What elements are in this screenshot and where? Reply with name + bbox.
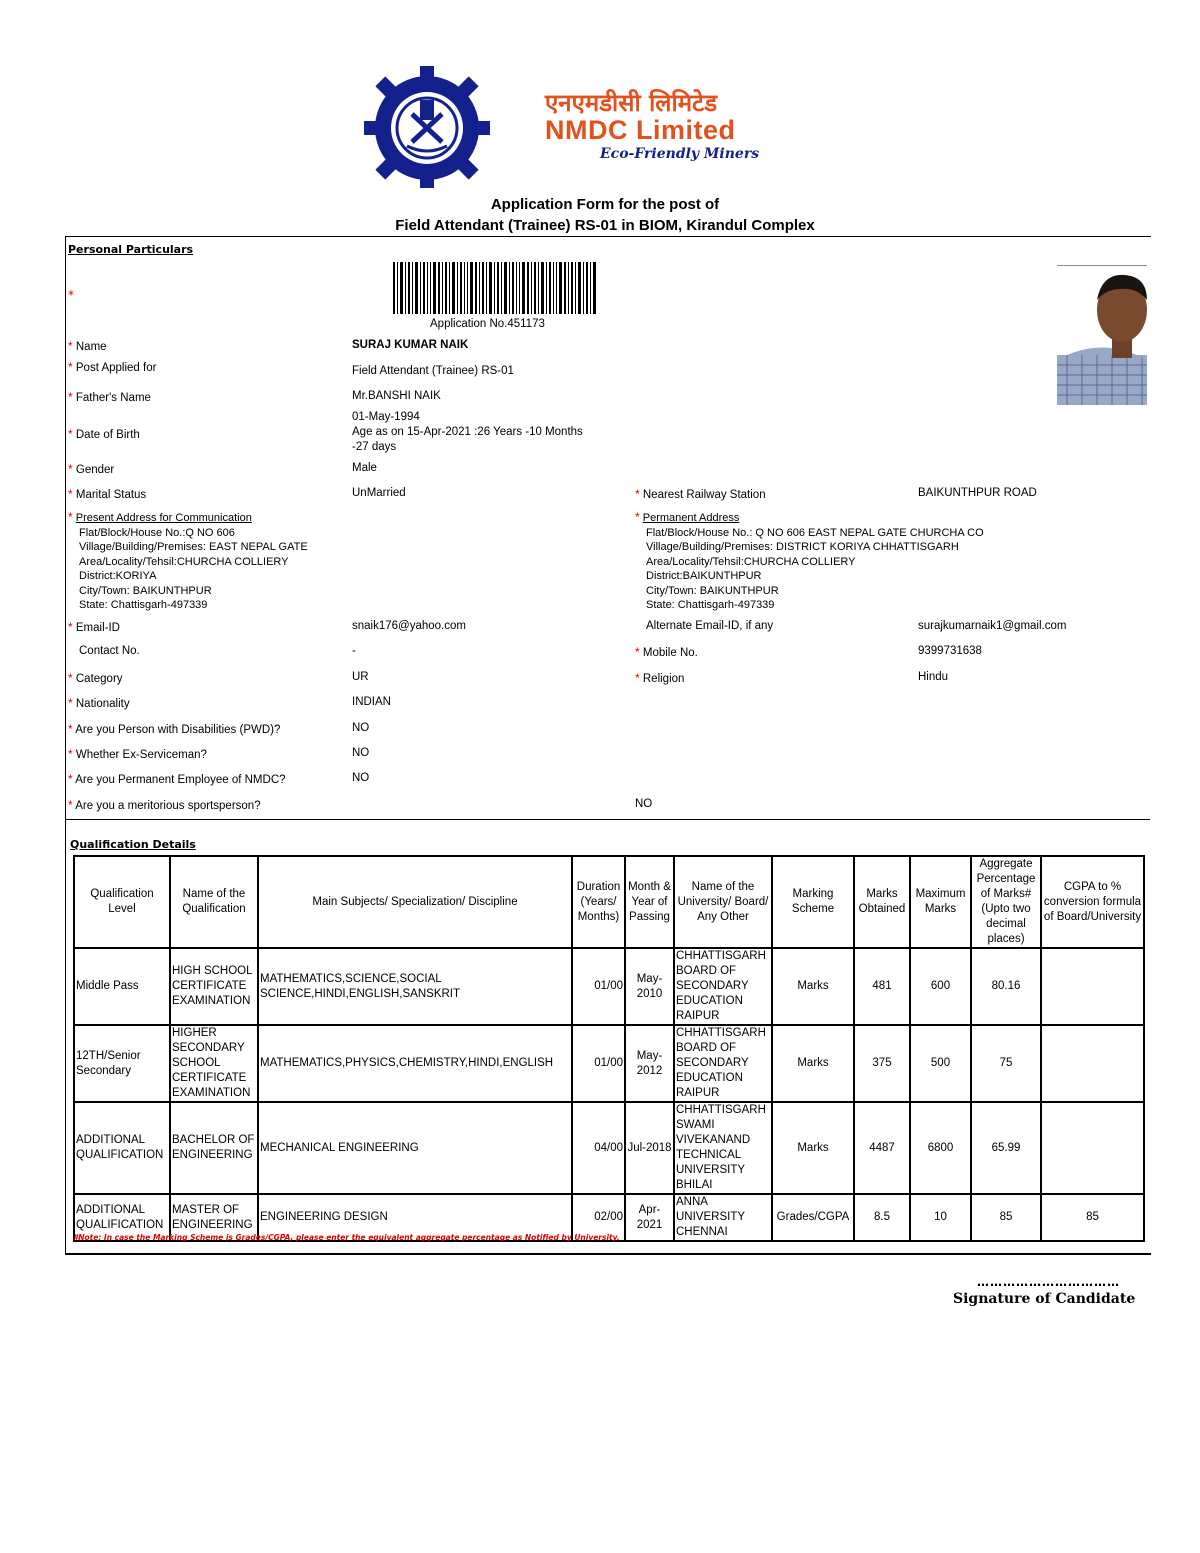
email-label: Email-ID [75, 622, 120, 634]
present-address-line: Flat/Block/House No.:Q NO 606 [79, 526, 235, 539]
required-star: * [68, 487, 73, 501]
mobile-row [635, 645, 698, 659]
present-address-line: State: Chattisgarh-497339 [79, 599, 208, 611]
required-star: * [635, 510, 640, 524]
present-address-line: City/Town: BAIKUNTHPUR [79, 584, 212, 597]
table-cell: 375 [854, 1025, 910, 1102]
table-cell [1041, 948, 1144, 1025]
sportsperson-row [68, 798, 261, 812]
post-row [68, 360, 156, 374]
signature-label: Signature of Candidate [953, 1291, 1136, 1307]
post-value: Field Attendant (Trainee) RS-01 [352, 365, 514, 377]
marital-label: Marital Status [75, 489, 147, 501]
required-star: * [635, 487, 640, 501]
name-label: Name [75, 341, 107, 353]
name-row [68, 339, 107, 353]
age-line1: Age as on 15-Apr-2021 :26 Years -10 Months [352, 426, 583, 438]
pwd-value: NO [352, 722, 370, 734]
permanent-employee-value: NO [352, 772, 370, 784]
gender-label: Gender [75, 464, 115, 476]
table-cell: MATHEMATICS,SCIENCE,SOCIAL SCIENCE,HINDI,ENGLISH,SANSKRIT [258, 948, 572, 1025]
father-label: Father's Name [75, 392, 151, 404]
dob-row [68, 427, 140, 441]
permanent-address-block [635, 510, 984, 613]
table-header-row [74, 856, 1144, 948]
table-cell: BACHELOR OF ENGINEERING [170, 1102, 258, 1194]
required-star: * [68, 390, 73, 404]
table-cell: Marks [772, 948, 854, 1025]
permanent-employee-label: Are you Permanent Employee of NMDC? [75, 774, 286, 786]
required-star: * [68, 620, 73, 634]
exserviceman-row [68, 747, 207, 761]
railway-value: BAIKUNTHPUR ROAD [918, 487, 1037, 499]
brand-hindi-name: एनएमडीसी लिमिटेड [545, 89, 718, 117]
application-number: Application No.451173 [430, 318, 545, 330]
table-cell: Grades/CGPA [772, 1194, 854, 1241]
permanent-address-line: Area/Locality/Tehsil:CHURCHA COLLIERY [646, 555, 856, 568]
table-row [74, 948, 1144, 1025]
pwd-label: Are you Person with Disabilities (PWD)? [75, 724, 281, 736]
table-cell: 10 [910, 1194, 971, 1241]
table-cell: May-2010 [625, 948, 674, 1025]
column-header: CGPA to % conversion formula of Board/University [1041, 856, 1144, 948]
permanent-address-line: Village/Building/Premises: DISTRICT KORIYA CHHATTISGARH [646, 541, 959, 553]
table-cell: 6800 [910, 1102, 971, 1194]
column-header: Maximum Marks [910, 856, 971, 948]
category-row [68, 671, 123, 685]
post-label: Post Applied for [75, 362, 157, 374]
table-cell: ENGINEERING DESIGN [258, 1194, 572, 1241]
table-cell: 600 [910, 948, 971, 1025]
permanent-employee-row [68, 772, 286, 786]
table-cell: Apr-2021 [625, 1194, 674, 1241]
table-cell: CHHATTISGARH BOARD OF SECONDARY EDUCATION RAIPUR [674, 1025, 772, 1102]
alt-email-label: Alternate Email-ID, if any [646, 620, 774, 632]
present-address-line: Village/Building/Premises: EAST NEPAL GATE [79, 541, 308, 553]
section-divider [66, 819, 1150, 820]
permanent-address-line: City/Town: BAIKUNTHPUR [646, 584, 779, 597]
table-cell: 75 [971, 1025, 1041, 1102]
qualification-heading: Qualification Details [70, 838, 196, 851]
required-star: * [635, 671, 640, 685]
table-cell: 12TH/Senior Secondary [74, 1025, 170, 1102]
required-star: * [68, 288, 74, 302]
nationality-row [68, 696, 130, 710]
table-cell: HIGH SCHOOL CERTIFICATE EXAMINATION [170, 948, 258, 1025]
table-cell: 01/00 [572, 1025, 625, 1102]
candidate-photo [1057, 265, 1147, 405]
required-star: * [68, 696, 73, 710]
nationality-label: Nationality [75, 698, 130, 710]
required-star: * [68, 360, 73, 374]
sportsperson-value: NO [635, 798, 653, 810]
column-header: Duration (Years/ Months) [572, 856, 625, 948]
sportsperson-label: Are you a meritorious sportsperson? [75, 800, 261, 812]
alt-email-value: surajkumarnaik1@gmail.com [918, 620, 1067, 632]
table-cell: 8.5 [854, 1194, 910, 1241]
table-cell: 65.99 [971, 1102, 1041, 1194]
table-cell: 04/00 [572, 1102, 625, 1194]
required-star: * [635, 645, 640, 659]
table-cell: 500 [910, 1025, 971, 1102]
nationality-value: INDIAN [352, 696, 391, 708]
railway-label: Nearest Railway Station [642, 489, 766, 501]
dob-value: 01-May-1994 [352, 411, 420, 423]
table-cell: Marks [772, 1102, 854, 1194]
table-cell: MASTER OF ENGINEERING [170, 1194, 258, 1241]
table-cell [1041, 1025, 1144, 1102]
gender-row [68, 462, 114, 476]
column-header: Qualification Level [74, 856, 170, 948]
required-star: * [68, 427, 73, 441]
father-value: Mr.BANSHI NAIK [352, 390, 441, 402]
category-value: UR [352, 671, 369, 683]
form-title-line1: Application Form for the post of [490, 196, 720, 213]
contact-label: Contact No. [79, 645, 140, 657]
exserviceman-label: Whether Ex-Serviceman? [75, 749, 207, 761]
present-address-title: Present Address for Communication [75, 512, 252, 524]
required-star: * [68, 722, 73, 736]
exserviceman-value: NO [352, 747, 370, 759]
nmdc-gear-logo [362, 64, 492, 188]
table-cell: Marks [772, 1025, 854, 1102]
table-cell: 4487 [854, 1102, 910, 1194]
present-address-line: District:KORIYA [79, 570, 157, 582]
mobile-label: Mobile No. [642, 647, 698, 659]
table-cell: May-2012 [625, 1025, 674, 1102]
table-cell: 80.16 [971, 948, 1041, 1025]
required-star: * [68, 462, 73, 476]
table-cell: HIGHER SECONDARY SCHOOL CERTIFICATE EXAMINATION [170, 1025, 258, 1102]
column-header: Aggregate Percentage of Marks# (Upto two decimal places) [971, 856, 1041, 948]
required-star: * [68, 747, 73, 761]
nmdc-brand [545, 90, 805, 162]
table-cell [1041, 1102, 1144, 1194]
table-cell: ANNA UNIVERSITY CHENNAI [674, 1194, 772, 1241]
table-cell: 481 [854, 948, 910, 1025]
table-cell: 01/00 [572, 948, 625, 1025]
table-cell: ADDITIONAL QUALIFICATION [74, 1102, 170, 1194]
signature-line: …………………………… [977, 1275, 1120, 1289]
table-cell: CHHATTISGARH BOARD OF SECONDARY EDUCATION RAIPUR [674, 948, 772, 1025]
present-address-line: Area/Locality/Tehsil:CHURCHA COLLIERY [79, 555, 289, 568]
brand-english-name: NMDC Limited [545, 115, 736, 145]
required-star: * [68, 772, 73, 786]
dob-label: Date of Birth [75, 429, 140, 441]
marital-row [68, 487, 146, 501]
railway-row [635, 487, 766, 501]
required-star: * [68, 510, 73, 524]
table-cell: CHHATTISGARH SWAMI VIVEKANAND TECHNICAL UNIVERSITY BHILAI [674, 1102, 772, 1194]
brand-tagline: Eco-Friendly Miners [600, 146, 760, 162]
table-cell: 85 [1041, 1194, 1144, 1241]
email-row [68, 620, 120, 634]
table-row [74, 1102, 1144, 1194]
form-title-line2: Field Attendant (Trainee) RS-01 in BIOM, Kirandul Complex [395, 217, 815, 234]
marking-scheme-note: #Note: In case the Marking Scheme is Grades/CGPA, please enter the equivalent aggregate percentage as Notified by University. [73, 1233, 620, 1242]
column-header: Name of the University/ Board/ Any Other [674, 856, 772, 948]
table-cell: 02/00 [572, 1194, 625, 1241]
table-cell: MATHEMATICS,PHYSICS,CHEMISTRY,HINDI,ENGLISH [258, 1025, 572, 1102]
permanent-address-line: State: Chattisgarh-497339 [646, 599, 775, 611]
permanent-address-line: District:BAIKUNTHPUR [646, 570, 762, 582]
column-header: Marking Scheme [772, 856, 854, 948]
permanent-address-line: Flat/Block/House No.: Q NO 606 EAST NEPAL GATE CHURCHA CO [646, 526, 984, 539]
column-header: Month & Year of Passing [625, 856, 674, 948]
required-star: * [68, 671, 73, 685]
table-cell: 85 [971, 1194, 1041, 1241]
marital-value: UnMarried [352, 487, 406, 499]
table-cell: ADDITIONAL QUALIFICATION [74, 1194, 170, 1241]
religion-label: Religion [642, 673, 685, 685]
pwd-row [68, 722, 280, 736]
qualification-table [73, 855, 1145, 1242]
table-cell: MECHANICAL ENGINEERING [258, 1102, 572, 1194]
table-cell: Jul-2018 [625, 1102, 674, 1194]
table-row [74, 1025, 1144, 1102]
religion-row [635, 671, 684, 685]
column-header: Name of the Qualification [170, 856, 258, 948]
column-header: Main Subjects/ Specialization/ Discipline [258, 856, 572, 948]
religion-value: Hindu [918, 671, 949, 683]
age-line2: -27 days [352, 441, 397, 453]
mobile-value: 9399731638 [918, 645, 982, 657]
gender-value: Male [352, 462, 377, 474]
barcode [393, 262, 596, 314]
column-header: Marks Obtained [854, 856, 910, 948]
table-cell: Middle Pass [74, 948, 170, 1025]
required-star: * [68, 798, 73, 812]
present-address-block [68, 510, 308, 613]
name-value: SURAJ KUMAR NAIK [352, 339, 469, 351]
permanent-address-title: Permanent Address [642, 512, 740, 524]
required-star: * [68, 339, 73, 353]
email-value: snaik176@yahoo.com [352, 620, 466, 632]
personal-particulars-heading: Personal Particulars [68, 243, 194, 256]
father-row [68, 390, 151, 404]
category-label: Category [75, 673, 123, 685]
contact-value: - [352, 645, 356, 657]
